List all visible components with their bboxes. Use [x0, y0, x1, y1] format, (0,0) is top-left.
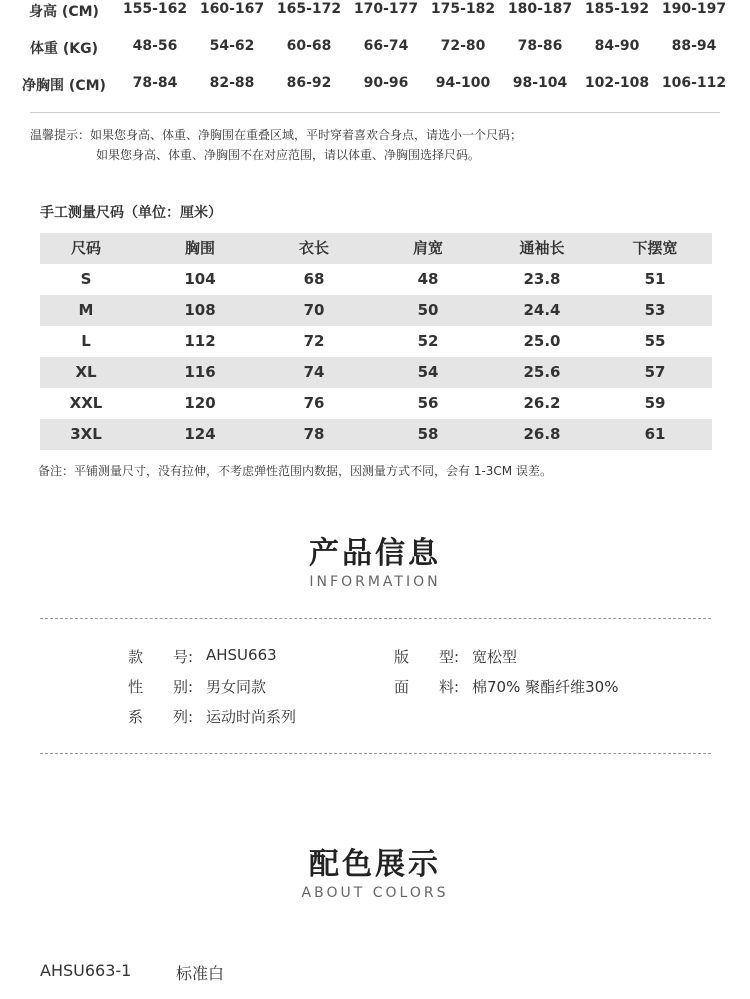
measurement-table [40, 233, 712, 450]
cell: 116 [184, 363, 216, 381]
height-row [0, 1, 750, 21]
cell: 72 [303, 332, 325, 350]
cell: 56 [417, 394, 439, 412]
header-cell: 胸围 [184, 239, 215, 257]
cell: 53 [644, 301, 666, 319]
cell: 94-100 [435, 75, 491, 91]
color-name: 标准白 [176, 964, 225, 983]
cell: 48 [417, 270, 439, 288]
table-row [40, 326, 712, 357]
cell: XL [75, 363, 97, 381]
cell: 54-62 [209, 38, 255, 54]
cell: 57 [644, 363, 666, 381]
cell: 82-88 [209, 75, 255, 91]
tip-line-1: 温馨提示：如果您身高、体重、净胸围在重叠区域，平时穿着喜欢合身点，请选小一个尺码； [30, 128, 523, 142]
row-label: 身高 (CM) [29, 4, 99, 20]
cell: 124 [184, 425, 216, 443]
gender-value: 男女同款 [206, 678, 267, 696]
series-label: 系 列: [128, 708, 194, 726]
cell: M [78, 301, 94, 319]
cell: 51 [644, 270, 666, 288]
header-cell: 通袖长 [519, 239, 565, 257]
header-cell: 衣长 [298, 239, 329, 257]
cell: 185-192 [584, 1, 650, 17]
cell: 60-68 [286, 38, 332, 54]
cell: 25.6 [523, 363, 561, 381]
fabric-label: 面 料: [394, 678, 460, 696]
color-code: AHSU663-1 [40, 961, 132, 980]
cell: 180-187 [507, 1, 573, 17]
cell: 102-108 [584, 75, 650, 91]
cell: 155-162 [122, 1, 188, 17]
tip-line-2: 如果您身高、体重、净胸围不在对应范围，请以体重、净胸围选择尺码。 [96, 148, 481, 162]
cell: 59 [644, 394, 666, 412]
fit-label: 版 型: [394, 648, 460, 666]
cell: S [80, 270, 92, 288]
table-row [40, 357, 712, 388]
table-header [40, 233, 712, 264]
fabric-value: 棉70% 聚酯纤维30% [472, 678, 619, 696]
cell: 68 [303, 270, 325, 288]
cell: 61 [644, 425, 666, 443]
cell: 26.2 [523, 394, 561, 412]
cell: 3XL [70, 425, 102, 443]
row-label: 体重 (KG) [29, 41, 98, 57]
cell: 66-74 [363, 38, 409, 54]
product-info-title: 产品信息 [309, 536, 441, 571]
cell: 98-104 [512, 75, 568, 91]
cell: 48-56 [132, 38, 178, 54]
cell: 160-167 [199, 1, 265, 17]
cell: 72-80 [440, 38, 486, 54]
cell: 26.8 [523, 425, 561, 443]
colors-subtitle: ABOUT COLORS [301, 885, 449, 901]
measure-title: 手工测量尺码（单位：厘米） [40, 205, 222, 221]
product-info-subtitle: INFORMATION [309, 574, 441, 590]
dashed-divider-bottom [40, 753, 711, 754]
style-no-value: AHSU663 [206, 646, 277, 664]
cell: 86-92 [286, 75, 332, 91]
dashed-divider-top [40, 618, 711, 619]
style-no-label: 款 号: [128, 648, 194, 666]
table-row [40, 264, 712, 295]
cell: 54 [417, 363, 439, 381]
cell: 76 [303, 394, 325, 412]
weight-row [0, 38, 750, 58]
cell: 170-177 [353, 1, 419, 17]
cell: 120 [184, 394, 216, 412]
row-label: 净胸围 (CM) [22, 78, 106, 94]
cell: 175-182 [430, 1, 496, 17]
cell: 104 [184, 270, 216, 288]
cell: 88-94 [671, 38, 717, 54]
cell: L [81, 332, 91, 350]
table-row [40, 419, 712, 450]
cell: 70 [303, 301, 325, 319]
cell: 165-172 [276, 1, 342, 17]
chest-row [0, 75, 750, 95]
fit-value: 宽松型 [472, 648, 518, 666]
gender-label: 性 别: [128, 678, 194, 696]
divider [30, 112, 720, 113]
header-cell: 肩宽 [412, 239, 443, 257]
cell: 78 [303, 425, 325, 443]
measure-note: 备注：平铺测量尺寸，没有拉伸，不考虑弹性范围内数据，因测量方式不同，会有 1-3CM 误差。 [38, 464, 552, 478]
cell: 78-84 [132, 75, 178, 91]
cell: 52 [417, 332, 439, 350]
series-value: 运动时尚系列 [206, 708, 297, 726]
cell: 84-90 [594, 38, 640, 54]
colors-title: 配色展示 [309, 847, 441, 882]
cell: 190-197 [661, 1, 727, 17]
cell: 74 [303, 363, 325, 381]
cell: 108 [184, 301, 216, 319]
cell: XXL [69, 394, 103, 412]
cell: 55 [644, 332, 666, 350]
table-row [40, 295, 712, 326]
cell: 58 [417, 425, 439, 443]
cell: 90-96 [363, 75, 409, 91]
cell: 24.4 [523, 301, 561, 319]
header-cell: 尺码 [70, 239, 101, 257]
cell: 106-112 [661, 75, 727, 91]
cell: 78-86 [517, 38, 563, 54]
table-row [40, 388, 712, 419]
cell: 25.0 [523, 332, 561, 350]
cell: 23.8 [523, 270, 561, 288]
cell: 50 [417, 301, 439, 319]
header-cell: 下摆宽 [632, 239, 678, 257]
cell: 112 [184, 332, 216, 350]
